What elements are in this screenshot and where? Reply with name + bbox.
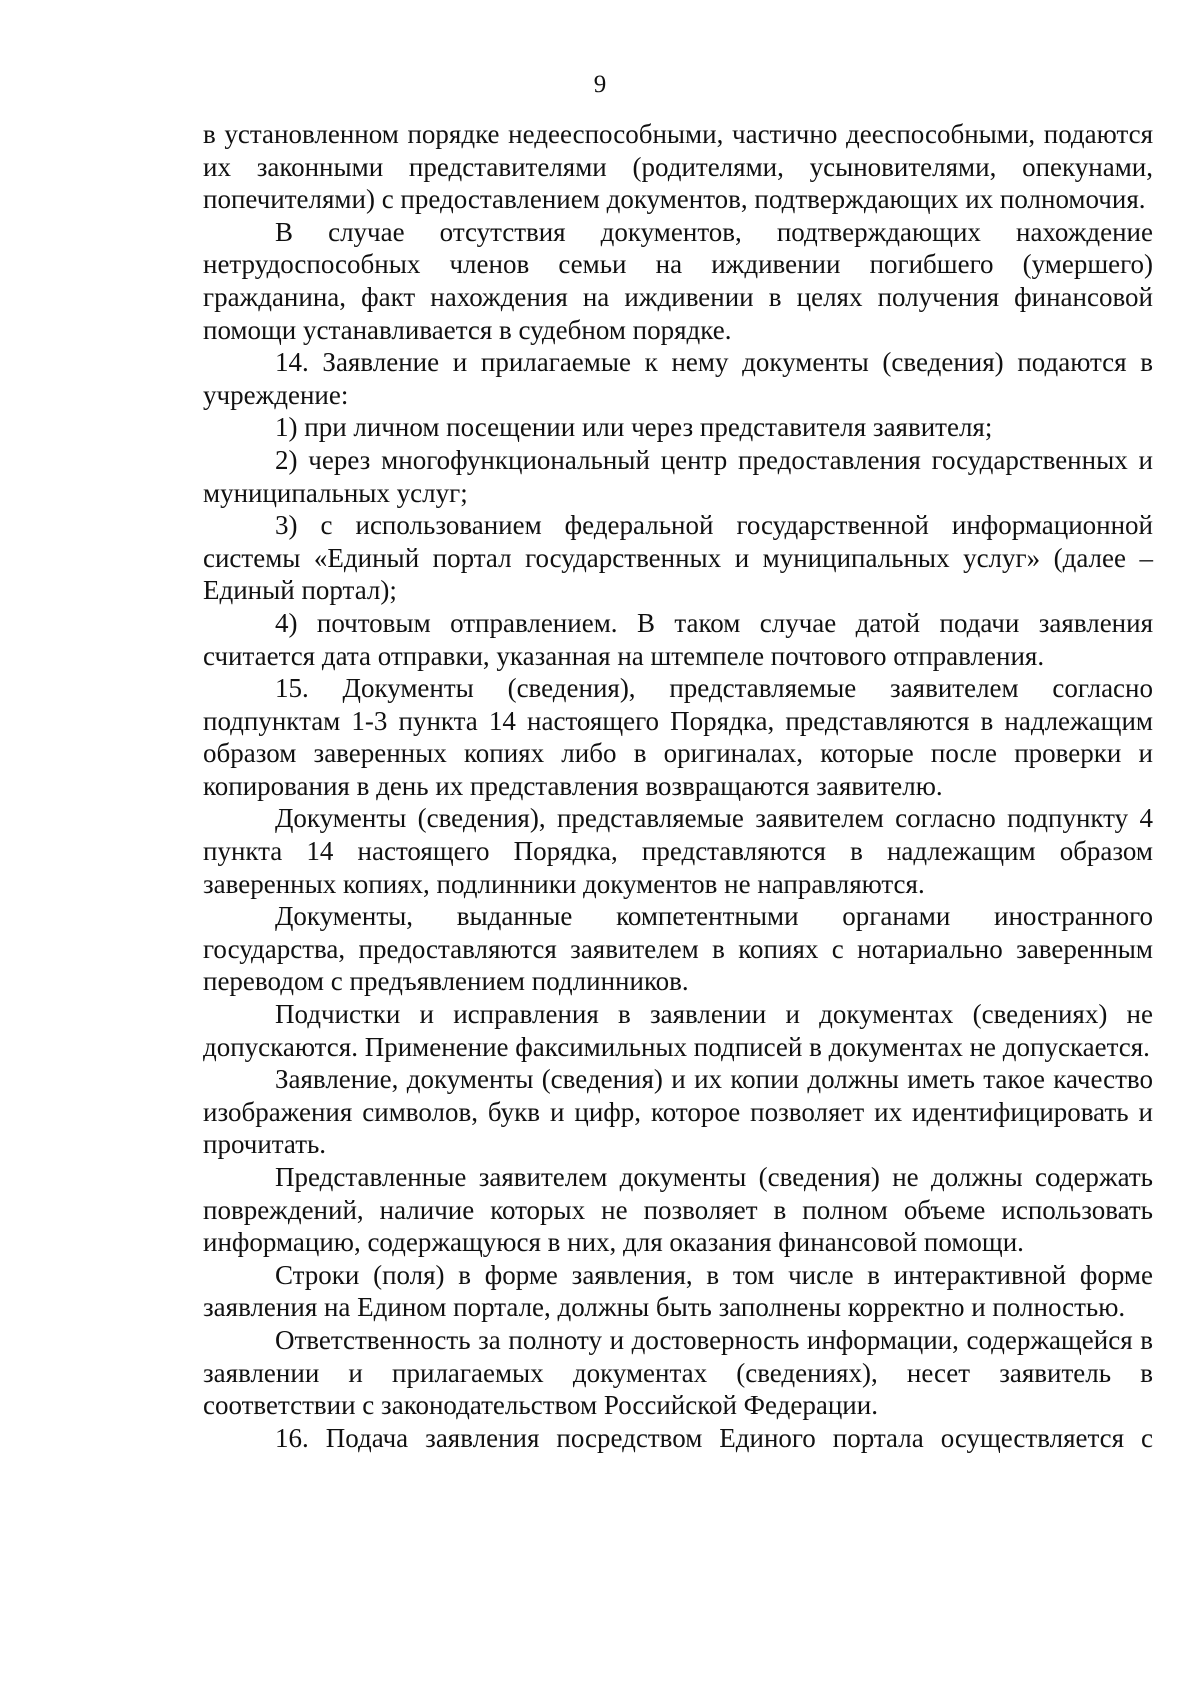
paragraph-12: Заявление, документы (сведения) и их копии должны иметь такое качество изображения символов, букв и цифр, которое позволяет их идентифицировать и прочитать. [203, 1064, 1153, 1160]
paragraph-13: Представленные заявителем документы (сведения) не должны содержать повреждений, наличие которых не позволяет в полном объеме использовать информацию, содержащуюся в них, для оказания финансовой помощи. [203, 1162, 1153, 1258]
paragraph-7: 4) почтовым отправлением. В таком случае датой подачи заявления считается дата отправки, указанная на штемпеле почтового отправления. [203, 607, 1153, 671]
paragraph-8: 15. Документы (сведения), представляемые заявителем согласно подпунктам 1-3 пункта 14 настоящего Порядка, представляются в надлежащим образом заверенных копиях либо в оригиналах, которые после проверки и копирования в день их представления возвращаются заявителю. [203, 673, 1153, 801]
page-number: 9 [593, 71, 607, 98]
paragraph-16: 16. Подача заявления посредством Единого портала осуществляется с [275, 1422, 1153, 1453]
paragraph-15: Ответственность за полноту и достоверность информации, содержащейся в заявлении и прилагаемых документах (сведениях), несет заявитель в соответствии с законодательством Российской Федерации. [203, 1324, 1153, 1421]
paragraph-5: 2) через многофункциональный центр предоставления государственных и муниципальных услуг; [203, 444, 1153, 508]
paragraph-4: 1) при личном посещении или через представителя заявителя; [275, 412, 993, 443]
document-body [203, 118, 1153, 1454]
paragraph-3: 14. Заявление и прилагаемые к нему документы (сведения) подаются в учреждение: [203, 347, 1153, 410]
paragraph-6: 3) с использованием федеральной государственной информационной системы «Единый портал государственных и муниципальных услуг» (далее – Единый портал); [203, 510, 1153, 606]
paragraph-9: Документы (сведения), представляемые заявителем согласно подпункту 4 пункта 14 настоящего Порядка, представляются в надлежащим образом заверенных копиях, подлинники документов не направляются. [203, 803, 1153, 899]
paragraph-11: Подчистки и исправления в заявлении и документах (сведениях) не допускаются. Применение факсимильных подписей в документах не допускается. [203, 999, 1153, 1062]
paragraph-10: Документы, выданные компетентными органами иностранного государства, предоставляются заявителем в копиях с нотариально заверенным переводом с предъявлением подлинников. [203, 901, 1153, 997]
paragraph-2: В случае отсутствия документов, подтверждающих нахождение нетрудоспособных членов семьи на иждивении погибшего (умершего) гражданина, факт нахождения на иждивении в целях получения финансовой помощи устанавливается в судебном порядке. [203, 216, 1153, 345]
paragraph-1: в установленном порядке недееспособными, частично дееспособными, подаются их законными представителями (родителями, усыновителями, опекунами, попечителями) с предоставлением документов, подтверждающих их полномочия. [203, 119, 1153, 215]
paragraph-14: Строки (поля) в форме заявления, в том числе в интерактивной форме заявления на Едином портале, должны быть заполнены корректно и полностью. [203, 1259, 1153, 1323]
